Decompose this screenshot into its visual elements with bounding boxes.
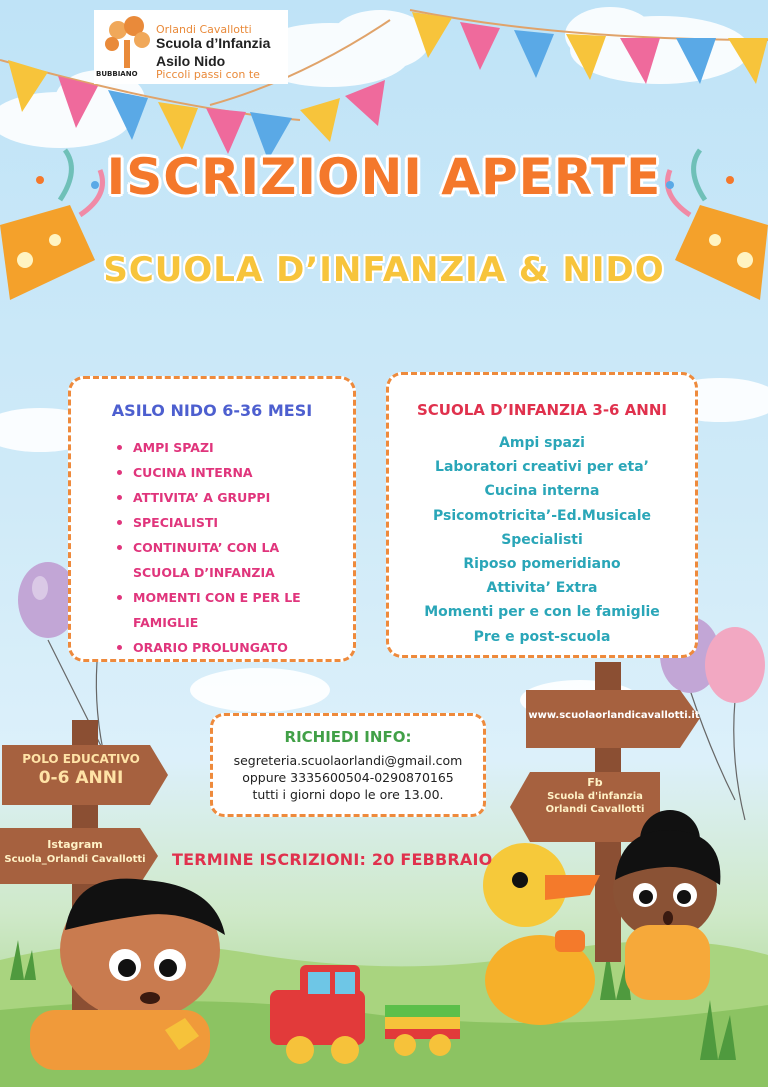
logo-line1: Orlandi Cavallotti bbox=[156, 23, 252, 36]
sign-facebook bbox=[528, 776, 662, 815]
infanzia-item: Momenti per e con le famiglie bbox=[424, 604, 660, 621]
infanzia-item: Attivita’ Extra bbox=[486, 580, 598, 597]
main-title: ISCRIZIONI APERTE bbox=[106, 148, 662, 206]
logo-town: BUBBIANO bbox=[96, 70, 138, 78]
sign-polo-line1: POLO EDUCATIVO bbox=[22, 752, 140, 766]
nido-item: ATTIVITA’ A GRUPPI bbox=[133, 485, 301, 510]
infanzia-item: Specialisti bbox=[501, 531, 583, 548]
info-phones[interactable]: oppure 3335600504-0290870165 bbox=[242, 770, 454, 785]
nido-card bbox=[68, 376, 356, 662]
nido-list bbox=[133, 435, 301, 660]
sign-polo bbox=[6, 752, 156, 788]
infanzia-item: Ampi spazi bbox=[499, 435, 585, 451]
nido-item: CUCINA INTERNA bbox=[133, 460, 301, 485]
subtitle: SCUOLA D’INFANZIA & NIDO bbox=[103, 250, 665, 290]
infanzia-item: Pre e post-scuola bbox=[473, 628, 611, 645]
info-box bbox=[210, 713, 486, 817]
nido-item: SPECIALISTI bbox=[133, 510, 301, 535]
deadline-text: TERMINE ISCRIZIONI: 20 FEBBRAIO bbox=[172, 850, 493, 869]
logo-line2: Scuola d’Infanzia bbox=[156, 34, 271, 51]
infanzia-item: Laboratori creativi per eta’ bbox=[435, 459, 649, 476]
infanzia-card bbox=[386, 372, 698, 658]
sign-instagram-line1: Istagram bbox=[47, 838, 103, 851]
logo-text bbox=[156, 24, 270, 80]
nido-title: ASILO NIDO 6-36 MESI bbox=[111, 401, 313, 420]
logo-line3: Asilo Nido bbox=[156, 53, 226, 70]
sign-instagram bbox=[0, 838, 150, 865]
nido-item: CONTINUITA’ CON LA bbox=[133, 535, 301, 560]
nido-item: ORARIO PROLUNGATO bbox=[133, 635, 301, 660]
nido-item-continued: FAMIGLIE bbox=[133, 615, 199, 630]
nido-item: MOMENTI CON E PER LE bbox=[133, 585, 301, 610]
infanzia-title: SCUOLA D’INFANZIA 3-6 ANNI bbox=[416, 401, 667, 419]
sign-fb-line3[interactable]: Orlandi Cavallotti bbox=[545, 804, 645, 815]
tree-logo-icon bbox=[98, 12, 158, 72]
sign-fb-line2[interactable]: Scuola d'infanzia bbox=[547, 791, 643, 802]
infanzia-item: Cucina interna bbox=[484, 483, 600, 500]
info-heading: RICHIEDI INFO: bbox=[284, 728, 412, 746]
infanzia-item: Psicomotricita’-Ed.Musicale bbox=[432, 507, 651, 524]
info-email[interactable]: segreteria.scuolaorlandi@gmail.com bbox=[233, 753, 463, 768]
sign-polo-line2: 0-6 ANNI bbox=[38, 768, 124, 788]
nido-item: AMPI SPAZI bbox=[133, 435, 301, 460]
infanzia-item: Riposo pomeridiano bbox=[463, 556, 621, 573]
sign-fb-line1: Fb bbox=[587, 776, 603, 789]
sign-website[interactable]: www.scuolaorlandicavallotti.it bbox=[528, 710, 700, 721]
logo-tagline: Piccoli passi con te bbox=[156, 67, 260, 81]
info-hours: tutti i giorni dopo le ore 13.00. bbox=[252, 787, 444, 802]
nido-item-continued: SCUOLA D’INFANZIA bbox=[133, 565, 275, 580]
infanzia-list bbox=[389, 431, 695, 649]
duck-illustration bbox=[483, 843, 600, 1025]
sign-instagram-line2[interactable]: Scuola_Orlandi Cavallotti bbox=[4, 854, 146, 865]
